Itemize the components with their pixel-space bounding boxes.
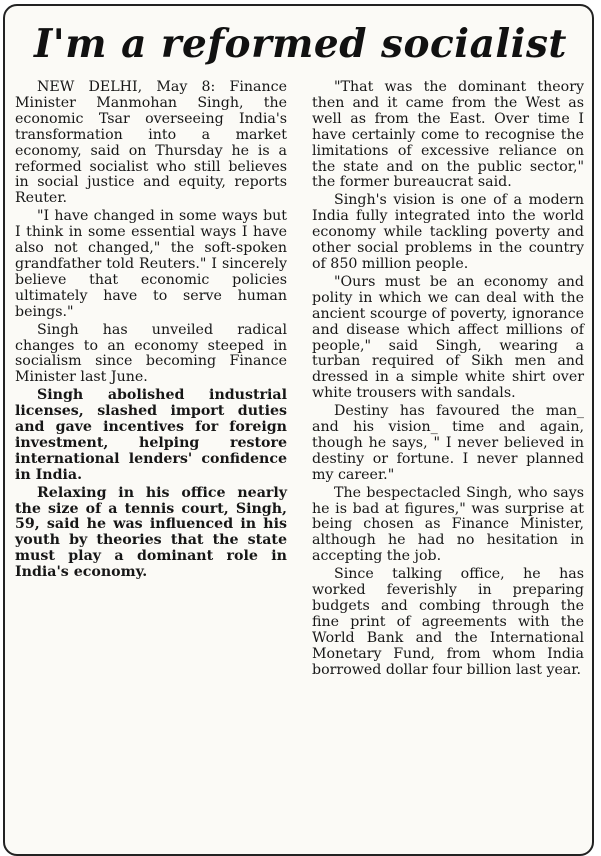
article-paragraph-7: Singh's vision is one of a modern India fully integrated into the world economy while tackling poverty and other social problems in the country of 850 million people.: [312, 192, 584, 272]
article-paragraph-3: Singh has unveiled radical changes to an economy steeped in socialism since becoming Finance Minister last June.: [15, 321, 287, 386]
article-column-right: [312, 80, 584, 681]
news-clipping: [3, 4, 594, 856]
article-paragraph-4: Singh abolished industrial licenses, slashed import duties and gave incentives for foreign investment, helping restore international lenders' confidence in India.: [15, 387, 287, 483]
dateline: NEW DELHI, May 8:: [37, 79, 216, 95]
article-paragraph-6: "That was the dominant theory then and it came from the West as well as from the East. Over time I have certainly come to recognise the limitations of excessive reliance on the state and on the public sector," the former bureaucrat said.: [312, 79, 584, 191]
article-paragraph-9: Destiny has favoured the man_ and his vision_ time and again, though he says, " I never believed in destiny or fortune. I never planned my career.": [312, 403, 584, 483]
headline: I'm a reformed socialist: [34, 21, 567, 67]
article-paragraph-10: The bespectacled Singh, who says he is bad at figures," was surprise at being chosen as Finance Minister, although he had no hesitation in accepting the job.: [312, 484, 584, 565]
article-paragraph-5: Relaxing in his office nearly the size of a tennis court, Singh, 59, said he was influenced in his youth by theories that the state must play a dominant role in India's economy.: [15, 484, 287, 581]
article-paragraph-8: "Ours must be an economy and polity in which we can deal with the ancient scourge of poverty, ignorance and disease which affect millions of people," said Singh, wearing a turban required of Sikh men and dressed in a simple white shirt over white trousers with sandals.: [312, 273, 584, 402]
article-paragraph-11: Since talking office, he has worked feverishly in preparing budgets and combing through the fine print of agreements with the World Bank and the International Monetary Fund, from whom India borrowed dollar four billion last year.: [312, 566, 584, 678]
article-paragraph-1: [15, 80, 287, 207]
article-paragraph-2: "I have changed in some ways but I think in some essential ways I have also not changed," the soft-spoken grandfather told Reuters." I sincerely believe that economic policies ultimately have to serve human beings.": [15, 208, 287, 320]
article-column-left: [15, 80, 287, 583]
article-paragraph-1-body: Finance Minister Manmohan Singh, the economic Tsar overseeing India's transformation into a market economy, said on Thursday he is a reformed socialist who still believes in social justice and equity, reports Reuter.: [15, 79, 287, 207]
